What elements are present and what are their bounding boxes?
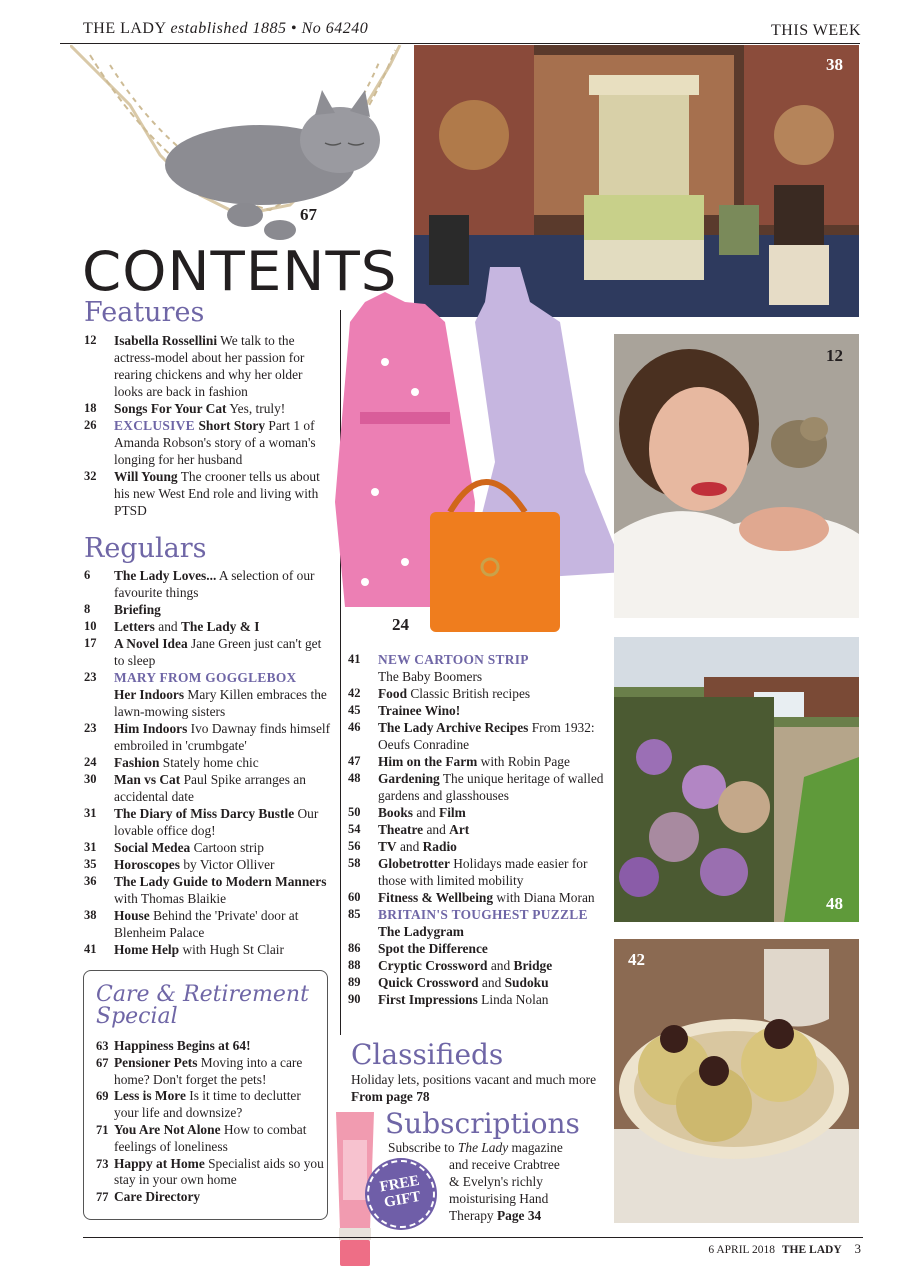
item-text: Him Indoors Ivo Dawnay finds himself embroiled in 'crumbgate' bbox=[114, 721, 331, 753]
item-page: 41 bbox=[348, 652, 361, 666]
middle-list bbox=[348, 651, 610, 1008]
list-item bbox=[84, 332, 329, 400]
item-title: Her Indoors bbox=[114, 687, 185, 702]
item-page: 45 bbox=[348, 703, 361, 717]
list-item bbox=[96, 1038, 326, 1055]
item-title: Gardening bbox=[378, 771, 440, 786]
item-title: Books bbox=[378, 805, 413, 820]
item-text bbox=[378, 940, 488, 957]
item-title: Briefing bbox=[114, 602, 161, 617]
item-page: 90 bbox=[348, 992, 361, 1006]
dresses-image bbox=[325, 262, 625, 640]
item-title: Trainee Wino! bbox=[378, 703, 461, 718]
list-item bbox=[84, 417, 329, 468]
item-text: Less is More Is it time to declutter your life and downsize? bbox=[114, 1088, 301, 1121]
item-text bbox=[110, 1038, 251, 1055]
list-item bbox=[348, 685, 610, 702]
item-text: Fashion Stately home chic bbox=[114, 755, 259, 770]
item-tag: BRITAIN'S TOUGHEST PUZZLE bbox=[378, 907, 588, 922]
item-title: Isabella Rossellini bbox=[114, 333, 218, 348]
list-item bbox=[348, 821, 610, 838]
item-page: 41 bbox=[84, 942, 97, 956]
item-page: 47 bbox=[348, 754, 361, 768]
garden-page-number: 48 bbox=[826, 894, 843, 913]
item-title: Letters bbox=[114, 619, 155, 634]
item-title: Happiness Begins at 64! bbox=[114, 1038, 251, 1053]
item-page: 63 bbox=[96, 1039, 109, 1053]
item-page: 38 bbox=[84, 908, 97, 922]
care-title-line2: Special bbox=[96, 1004, 178, 1029]
item-text: The Lady Archive Recipes From 1932: Oeufs Conradine bbox=[378, 720, 595, 752]
item-title: Will Young bbox=[114, 469, 178, 484]
item-text: Man vs Cat Paul Spike arranges an accidental date bbox=[114, 772, 306, 804]
list-item bbox=[348, 838, 610, 855]
item-text: House Behind the 'Private' door at Blenheim Palace bbox=[114, 908, 299, 940]
dresses-page-number: 24 bbox=[392, 615, 409, 634]
subscriptions-text: Subscribe to The Lady magazine and receive Crabtree & Evelyn's richly moisturising Hand Therapy Page 34 bbox=[388, 1140, 563, 1223]
list-item bbox=[348, 702, 610, 719]
list-item bbox=[348, 651, 610, 685]
care-title bbox=[96, 984, 309, 1028]
regulars-list bbox=[84, 567, 334, 958]
rossellini-image bbox=[614, 334, 859, 618]
item-text: TV and Radio bbox=[378, 839, 457, 854]
item-title: Him Indoors bbox=[114, 721, 188, 736]
item-page: 18 bbox=[84, 401, 97, 415]
item-page: 89 bbox=[348, 975, 361, 989]
item-text: Cryptic Crossword and Bridge bbox=[378, 958, 553, 973]
issue-number: No 64240 bbox=[301, 20, 369, 37]
list-item bbox=[348, 719, 610, 753]
list-item bbox=[348, 957, 610, 974]
list-item bbox=[348, 889, 610, 906]
item-text: Fitness & Wellbeing with Diana Moran bbox=[378, 890, 595, 905]
item-page: 71 bbox=[96, 1122, 109, 1137]
item-title: The Lady Archive Recipes bbox=[378, 720, 529, 735]
list-item bbox=[348, 940, 610, 957]
item-title: Food bbox=[378, 686, 408, 701]
item-page: 77 bbox=[96, 1190, 109, 1205]
item-tag: NEW CARTOON STRIP bbox=[378, 652, 529, 667]
features-list bbox=[84, 332, 329, 519]
item-text: Quick Crossword and Sudoku bbox=[378, 975, 549, 990]
item-text: A Novel Idea Jane Green just can't get to sleep bbox=[114, 636, 322, 668]
item-title: First Impressions bbox=[378, 992, 478, 1007]
list-item bbox=[84, 635, 334, 669]
item-text: Isabella Rossellini We talk to the actress-model about her passion for rearing chickens and why her older looks are back in fashion bbox=[114, 333, 305, 399]
item-page: 10 bbox=[84, 619, 97, 633]
item-text: EXCLUSIVE Short Story Part 1 of Amanda Robson's story of a woman's longing for her husband bbox=[114, 418, 316, 467]
item-title: Home Help bbox=[114, 942, 180, 957]
item-text: The Lady Guide to Modern Manners with Thomas Blaikie bbox=[114, 874, 327, 906]
page-title: CONTENTS bbox=[82, 240, 398, 303]
features-heading: Features bbox=[84, 297, 205, 328]
item-text bbox=[110, 1189, 200, 1206]
list-item bbox=[84, 618, 334, 635]
list-item bbox=[84, 805, 334, 839]
item-page: 31 bbox=[84, 840, 97, 854]
item-title: Social Medea bbox=[114, 840, 191, 855]
list-item bbox=[348, 855, 610, 889]
subscriptions-page: Page 34 bbox=[496, 1208, 542, 1223]
list-item bbox=[96, 1055, 326, 1089]
regulars-heading: Regulars bbox=[84, 533, 207, 564]
item-page: 23 bbox=[84, 670, 97, 684]
footer-brand: THE LADY bbox=[781, 1244, 842, 1256]
item-page: 48 bbox=[348, 771, 361, 785]
list-item bbox=[96, 1189, 326, 1206]
item-text: The Lady Loves... A selection of our favourite things bbox=[114, 568, 315, 600]
item-page: 46 bbox=[348, 720, 361, 734]
list-item bbox=[348, 991, 610, 1008]
apples-page-number: 42 bbox=[628, 950, 645, 969]
list-item bbox=[96, 1122, 326, 1156]
item-tag: MARY FROM GOGGLEBOX bbox=[114, 670, 297, 685]
classifieds-body: Holiday lets, positions vacant and much more bbox=[351, 1072, 597, 1087]
garden-image bbox=[614, 637, 859, 922]
item-title: Cryptic Crossword bbox=[378, 958, 488, 973]
header-rule bbox=[60, 43, 860, 44]
item-title: House bbox=[114, 908, 150, 923]
item-text: Him on the Farm with Robin Page bbox=[378, 754, 570, 769]
item-text: Songs For Your Cat Yes, truly! bbox=[114, 401, 286, 416]
magazine-name: The Lady bbox=[457, 1140, 509, 1155]
item-title: Fitness & Wellbeing bbox=[378, 890, 494, 905]
apples-image bbox=[614, 939, 859, 1223]
established: established 1885 bbox=[170, 20, 287, 37]
kitten-page-number: 67 bbox=[300, 205, 317, 224]
list-item bbox=[96, 1156, 326, 1190]
gift-line2: GIFT bbox=[382, 1188, 422, 1211]
item-page: 26 bbox=[84, 418, 97, 432]
list-item bbox=[96, 1088, 326, 1122]
list-item bbox=[348, 974, 610, 991]
list-item bbox=[84, 468, 329, 519]
classifieds-heading: Classifieds bbox=[351, 1038, 504, 1071]
care-title-line1: Care & Retirement bbox=[96, 982, 309, 1007]
item-title: Globetrotter bbox=[378, 856, 450, 871]
item-text: NEW CARTOON STRIP The Baby Boomers bbox=[378, 652, 529, 684]
list-item bbox=[84, 669, 334, 720]
item-page: 35 bbox=[84, 857, 97, 871]
item-page: 24 bbox=[84, 755, 97, 769]
item-page: 36 bbox=[84, 874, 97, 888]
item-title: Fashion bbox=[114, 755, 160, 770]
item-page: 67 bbox=[96, 1055, 109, 1070]
list-item bbox=[84, 873, 334, 907]
item-title: Him on the Farm bbox=[378, 754, 478, 769]
page-number: 3 bbox=[854, 1241, 861, 1256]
item-text: You Are Not Alone How to combat feelings of loneliness bbox=[114, 1121, 307, 1154]
item-title: Care Directory bbox=[114, 1189, 201, 1205]
item-page: 58 bbox=[348, 856, 361, 870]
section-label: THIS WEEK bbox=[771, 22, 861, 39]
item-text: Home Help with Hugh St Clair bbox=[114, 942, 284, 957]
item-text: Happy at Home Specialist aids so you stay in your own home bbox=[114, 1155, 324, 1188]
item-page: 54 bbox=[348, 822, 361, 836]
item-text: Books and Film bbox=[378, 805, 466, 820]
bedroom-page-number: 38 bbox=[826, 55, 843, 74]
item-title: Horoscopes bbox=[114, 857, 180, 872]
item-page: 17 bbox=[84, 636, 97, 650]
item-title: The Ladygram bbox=[378, 924, 464, 939]
item-text: Gardening The unique heritage of walled gardens and glasshouses bbox=[378, 771, 604, 803]
list-item bbox=[348, 770, 610, 804]
item-text: First Impressions Linda Nolan bbox=[378, 992, 549, 1007]
item-title: You Are Not Alone bbox=[114, 1121, 221, 1137]
item-title: Happy at Home bbox=[114, 1155, 205, 1171]
care-list bbox=[96, 1038, 326, 1206]
item-title: Short Story bbox=[198, 418, 266, 433]
classifieds-page: From page 78 bbox=[351, 1089, 430, 1104]
footer bbox=[708, 1241, 861, 1257]
masthead-line: THE LADY established 1885 • No 64240 bbox=[83, 20, 369, 37]
item-title: The Lady Loves... bbox=[114, 568, 217, 583]
list-item bbox=[84, 720, 334, 754]
item-title: TV bbox=[378, 839, 397, 854]
item-title: Less is More bbox=[114, 1088, 186, 1104]
item-page: 85 bbox=[348, 907, 361, 921]
item-text: Theatre and Art bbox=[378, 822, 470, 837]
item-title: Man vs Cat bbox=[114, 772, 181, 787]
item-text bbox=[378, 702, 460, 719]
item-text: Letters and The Lady & I bbox=[114, 619, 260, 634]
item-page: 8 bbox=[84, 602, 91, 616]
item-page: 86 bbox=[348, 941, 361, 955]
list-item bbox=[84, 601, 334, 618]
item-text: Globetrotter Holidays made easier for those with limited mobility bbox=[378, 856, 588, 888]
care-retirement-box bbox=[83, 970, 328, 1220]
item-page: 23 bbox=[84, 721, 97, 735]
item-page: 88 bbox=[348, 958, 361, 972]
item-text bbox=[114, 601, 161, 618]
item-page: 50 bbox=[348, 805, 361, 819]
classifieds-text bbox=[351, 1071, 601, 1105]
list-item bbox=[84, 839, 334, 856]
list-item bbox=[348, 753, 610, 770]
item-text: Horoscopes by Victor Olliver bbox=[114, 857, 275, 872]
item-page: 73 bbox=[96, 1156, 109, 1171]
rossellini-page-number: 12 bbox=[826, 346, 843, 365]
item-page: 31 bbox=[84, 806, 97, 820]
item-text: MARY FROM GOGGLEBOX Her Indoors Mary Killen embraces the lawn-mowing sisters bbox=[114, 670, 327, 719]
list-item bbox=[84, 400, 329, 417]
item-page: 12 bbox=[84, 333, 97, 347]
list-item bbox=[84, 907, 334, 941]
item-text: Social Medea Cartoon strip bbox=[114, 840, 264, 855]
item-title: Pensioner Pets bbox=[114, 1054, 198, 1070]
list-item bbox=[348, 906, 610, 940]
item-text: The Diary of Miss Darcy Bustle Our lovable office dog! bbox=[114, 806, 319, 838]
item-text: Will Young The crooner tells us about his new West End role and living with PTSD bbox=[114, 469, 320, 518]
footer-date: 6 APRIL 2018 bbox=[708, 1244, 775, 1256]
list-item bbox=[84, 941, 334, 958]
list-item bbox=[84, 856, 334, 873]
item-page: 56 bbox=[348, 839, 361, 853]
item-page: 6 bbox=[84, 568, 91, 582]
kitten-image bbox=[70, 45, 410, 250]
masthead: THE LADY bbox=[83, 20, 166, 37]
item-title: Quick Crossword bbox=[378, 975, 479, 990]
item-title: The Lady Guide to Modern Manners bbox=[114, 874, 327, 889]
subscriptions-heading: Subscriptions bbox=[385, 1107, 580, 1140]
item-title: Theatre bbox=[378, 822, 424, 837]
item-text bbox=[378, 906, 588, 940]
item-page: 42 bbox=[348, 686, 361, 700]
item-tag: EXCLUSIVE bbox=[114, 418, 199, 433]
item-title: Songs For Your Cat bbox=[114, 401, 227, 416]
gift-line1: FREE bbox=[378, 1172, 421, 1196]
item-title: A Novel Idea bbox=[114, 636, 188, 651]
item-page: 69 bbox=[96, 1089, 109, 1104]
list-item bbox=[84, 567, 334, 601]
footer-rule bbox=[83, 1237, 863, 1238]
list-item bbox=[84, 771, 334, 805]
list-item bbox=[348, 804, 610, 821]
item-page: 60 bbox=[348, 890, 361, 904]
item-text: Pensioner Pets Moving into a care home? Don't forget the pets! bbox=[114, 1054, 303, 1087]
item-page: 30 bbox=[84, 772, 97, 786]
item-text: Food Classic British recipes bbox=[378, 686, 531, 701]
item-title: Spot the Difference bbox=[378, 941, 488, 956]
item-page: 32 bbox=[84, 469, 97, 483]
item-title: The Diary of Miss Darcy Bustle bbox=[114, 806, 295, 821]
list-item bbox=[84, 754, 334, 771]
